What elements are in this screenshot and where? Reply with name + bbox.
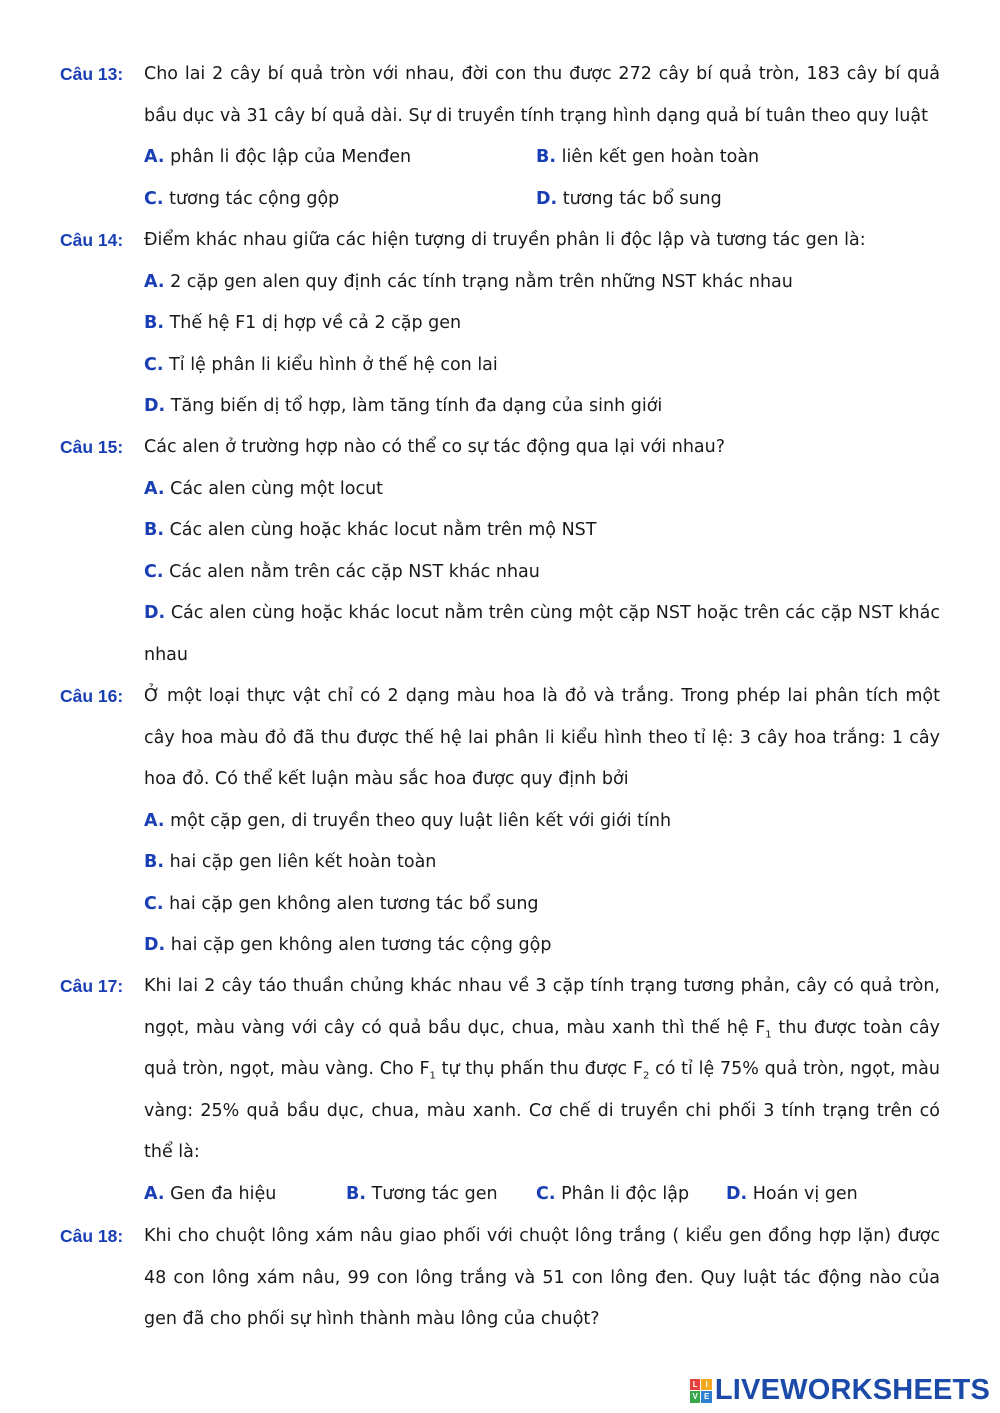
option-a[interactable]: A. 2 cặp gen alen quy định các tính trạng nằm trên những NST khác nhau — [144, 271, 793, 292]
option-c[interactable]: C. Phân li độc lập — [536, 1183, 690, 1204]
question-text: Ở một loại thực vật chỉ có 2 dạng màu hoa là đỏ và trắng. Trong phép lai phân tích một cây hoa màu đỏ đã thu được thế hệ lai phân li kiểu hình theo tỉ lệ: 3 cây hoa trắng: 1 cây hoa đỏ. Có thể kết luận màu sắc hoa được quy định bởi — [144, 686, 940, 789]
option-b[interactable]: B. Các alen cùng hoặc khác locut nằm trên mộ NST — [144, 520, 597, 540]
option-d[interactable]: D. Tăng biến dị tổ hợp, làm tăng tính đa dạng của sinh giới — [144, 396, 663, 416]
option-b[interactable]: B. hai cặp gen liên kết hoàn toàn — [144, 852, 437, 872]
options-row — [144, 179, 940, 221]
option-d[interactable]: D. Hoán vị gen — [726, 1183, 858, 1204]
question-label: Câu 15: — [60, 437, 124, 457]
option-a[interactable]: A. Các alen cùng một locut — [144, 478, 384, 499]
question-text: Điểm khác nhau giữa các hiện tượng di truyền phân li độc lập và tương tác gen là: — [144, 230, 866, 250]
question-15 — [60, 427, 940, 676]
question-17 — [60, 966, 940, 1215]
option-d[interactable]: D. hai cặp gen không alen tương tác cộng gộp — [144, 935, 552, 955]
question-label: Câu 13: — [60, 64, 124, 84]
question-13 — [60, 54, 940, 220]
question-text: Khi cho chuột lông xám nâu giao phối với chuột lông trắng ( kiểu gen đồng hợp lặn) được 48 con lông xám nâu, 99 con lông trắng và 51 con lông đen. Quy luật tác động nào của gen đã cho phối sự hình thành màu lông của chuột? — [144, 1226, 940, 1329]
option-d[interactable]: D. Các alen cùng hoặc khác locut nằm trên cùng một cặp NST hoặc trên các cặp NST khác nhau — [144, 603, 940, 665]
option-c[interactable]: C. Tỉ lệ phân li kiểu hình ở thế hệ con lai — [144, 354, 498, 375]
option-a[interactable]: A. một cặp gen, di truyền theo quy luật liên kết với giới tính — [144, 810, 672, 831]
question-14 — [60, 220, 940, 428]
option-b[interactable]: B. liên kết gen hoàn toàn — [536, 147, 760, 167]
question-label: Câu 14: — [60, 230, 124, 250]
question-18 — [60, 1216, 940, 1341]
options-row — [144, 1174, 940, 1216]
question-label: Câu 17: — [60, 976, 124, 996]
option-b[interactable]: B. Tương tác gen — [346, 1183, 498, 1204]
option-c[interactable]: C. hai cặp gen không alen tương tác bổ sung — [144, 893, 539, 914]
option-c[interactable]: C. Các alen nằm trên các cặp NST khác nhau — [144, 561, 540, 582]
question-text: Cho lai 2 cây bí quả tròn với nhau, đời con thu được 272 cây bí quả tròn, 183 cây bí quả bầu dục và 31 cây bí quả dài. Sự di truyền tính trạng hình dạng quả bí tuân theo quy luật — [144, 64, 940, 126]
question-text: Các alen ở trường hợp nào có thể co sự tác động qua lại với nhau? — [144, 437, 726, 457]
option-a[interactable]: A. Gen đa hiệu — [144, 1183, 277, 1204]
question-16 — [60, 676, 940, 967]
option-c[interactable]: C. tương tác cộng gộp — [144, 188, 340, 209]
question-text: Khi lai 2 cây táo thuần chủng khác nhau về 3 cặp tính trạng tương phản, cây có quả tròn, ngọt, màu vàng với cây có quả bầu dục, chua, màu xanh thì thế hệ $F_1$ thu được toàn cây quả tròn, ngọt, màu vàng. Cho $F_1$ tự thụ phấn thu được $F_2$ có tỉ lệ 75% quả tròn, ngọt, màu vàng: 25% quả bầu dục, chua, màu xanh. Cơ chế di truyền chi phối 3 tính trạng trên có thể là: — [144, 976, 941, 1162]
option-a[interactable]: A. phân li độc lập của Menđen — [144, 147, 412, 167]
option-b[interactable]: B. Thế hệ F1 dị hợp về cả 2 cặp gen — [144, 313, 462, 333]
logo-text: LIVEWORKSHEETS — [714, 1374, 990, 1406]
liveworksheets-logo — [690, 1374, 990, 1407]
options-row — [144, 137, 940, 179]
question-label: Câu 16: — [60, 686, 124, 706]
question-label: Câu 18: — [60, 1226, 124, 1246]
logo-icon: L I V E — [690, 1379, 712, 1403]
option-d[interactable]: D. tương tác bổ sung — [536, 188, 722, 209]
